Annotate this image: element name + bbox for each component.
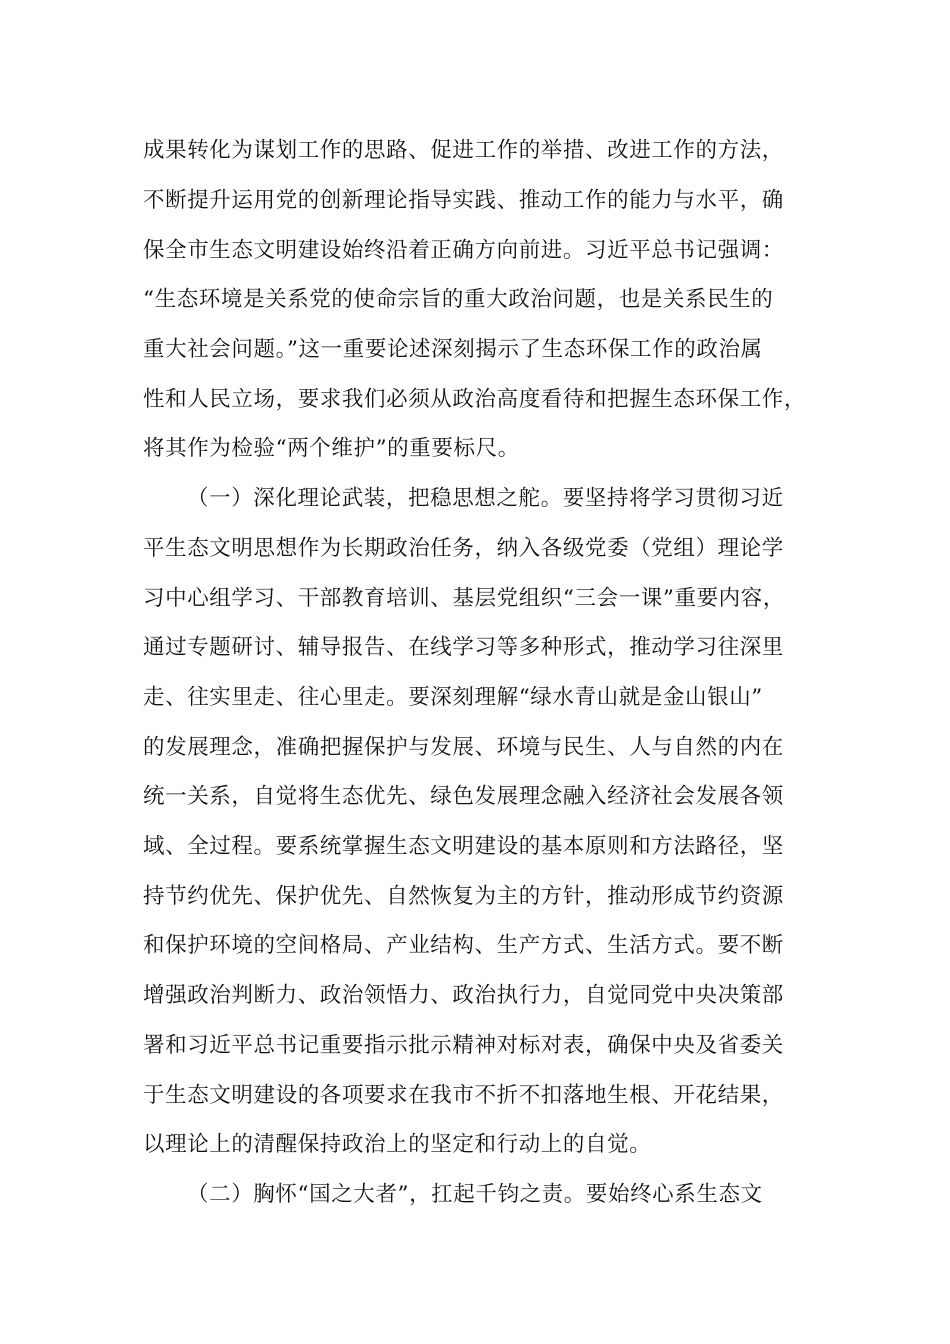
- text-line: 通过专题研讨、辅导报告、在线学习等多种形式，推动学习往深里: [143, 635, 784, 660]
- text-line: 增强政治判断力、政治领悟力、政治执行力，自觉同党中央决策部: [143, 983, 784, 1008]
- text-line: 成果转化为谋划工作的思路、促进工作的举措、改进工作的方法，: [143, 138, 784, 163]
- text-line: 平生态文明思想作为长期政治任务，纳入各级党委（党组）理论学: [143, 536, 784, 561]
- paragraph-heading-2: （二）胸怀“国之大者”，扛起千钧之责。要始终心系生态文: [187, 1182, 763, 1207]
- text-line: 署和习近平总书记重要指示批示精神对标对表，确保中央及省委关: [143, 1033, 784, 1058]
- text-line: “生态环境是关系党的使命宗旨的重大政治问题，也是关系民生的: [143, 287, 774, 312]
- text-line: 保全市生态文明建设始终沿着正确方向前进。习近平总书记强调：: [143, 238, 784, 263]
- text-line: 不断提升运用党的创新理论指导实践、推动工作的能力与水平，确: [143, 188, 784, 213]
- text-line: 统一关系，自觉将生态优先、绿色发展理念融入经济社会发展各领: [143, 784, 784, 809]
- text-line: 习中心组学习、干部教育培训、基层党组织“三会一课”重要内容，: [143, 586, 785, 611]
- text-line: 于生态文明建设的各项要求在我市不折不扣落地生根、开花结果，: [143, 1083, 784, 1108]
- text-line: 走、往实里走、往心里走。要深刻理解“绿水青山就是金山银山”: [143, 685, 763, 710]
- text-line: 持节约优先、保护优先、自然恢复为主的方针，推动形成节约资源: [143, 884, 784, 909]
- text-line: 域、全过程。要系统掌握生态文明建设的基本原则和方法路径，坚: [143, 834, 784, 859]
- text-line: 性和人民立场，要求我们必须从政治高度看待和把握生态环保工作，: [143, 387, 807, 412]
- text-line: 重大社会问题。”这一重要论述深刻揭示了生态环保工作的政治属: [143, 337, 763, 362]
- text-line: 和保护环境的空间格局、产业结构、生产方式、生活方式。要不断: [143, 933, 784, 958]
- text-line: 将其作为检验“两个维护”的重要标尺。: [143, 436, 520, 461]
- paragraph-heading-1: （一）深化理论武装，把稳思想之舵。要坚持将学习贯彻习近: [187, 486, 784, 511]
- text-line: 以理论上的清醒保持政治上的坚定和行动上的自觉。: [143, 1132, 652, 1157]
- text-line: 的发展理念，准确把握保护与发展、环境与民生、人与自然的内在: [143, 735, 784, 760]
